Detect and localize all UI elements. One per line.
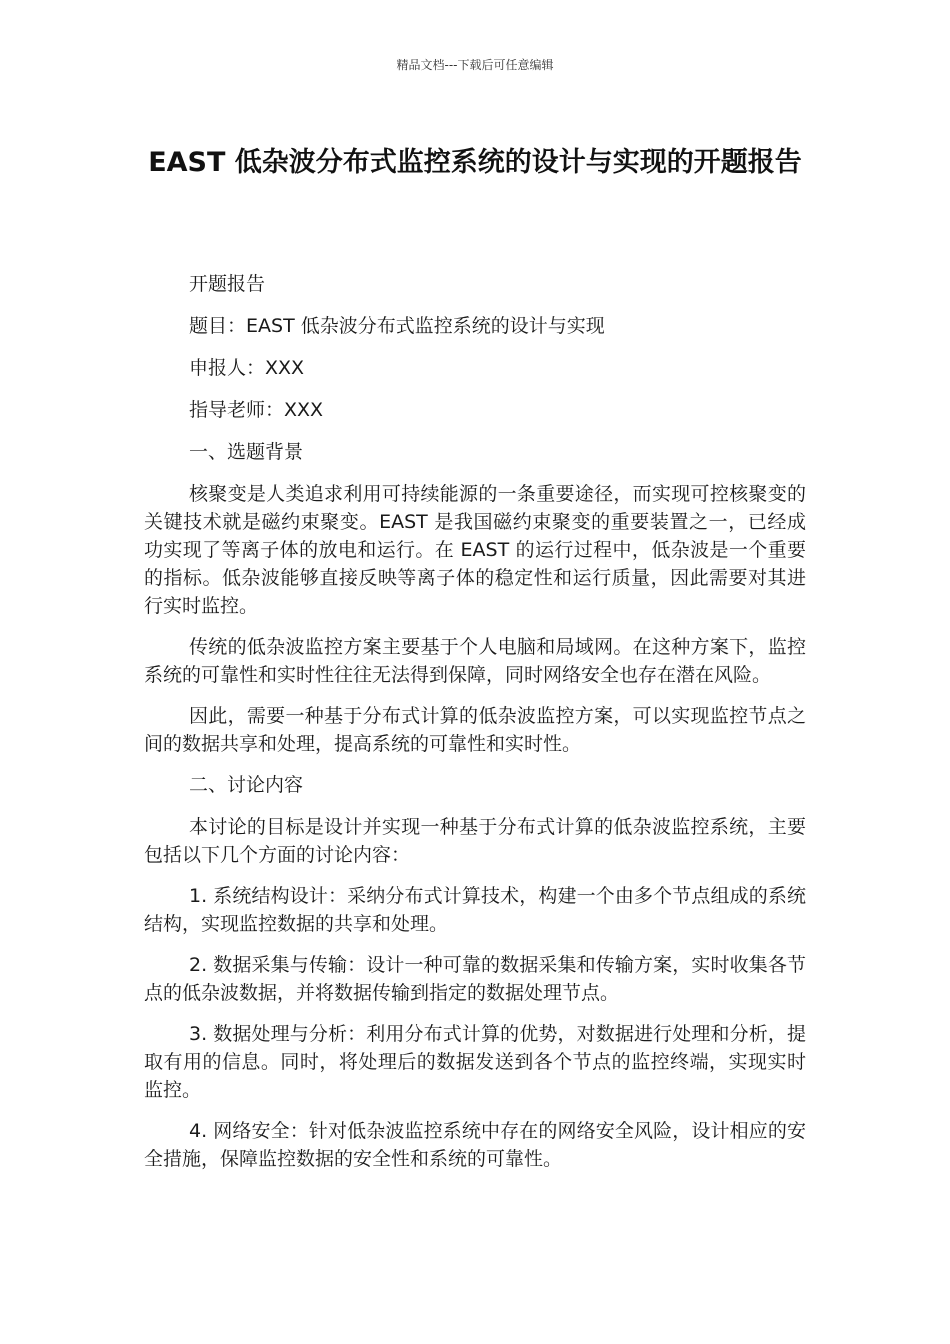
list-item-network-security: 4. 网络安全：针对低杂波监控系统中存在的网络安全风险，设计相应的安全措施，保障监控数据的安全性和系统的可靠性。 [144,1120,806,1170]
paragraph-background-3: 因此，需要一种基于分布式计算的低杂波监控方案，可以实现监控节点之间的数据共享和处理，提高系统的可靠性和实时性。 [144,705,806,755]
paragraph-report-label: 开题报告 [189,273,266,295]
list-item-data-collection: 2. 数据采集与传输：设计一种可靠的数据采集和传输方案，实时收集各节点的低杂波数据，并将数据传输到指定的数据处理节点。 [144,954,806,1004]
section-heading-content: 二、讨论内容 [189,774,304,796]
paragraph-content-intro: 本讨论的目标是设计并实现一种基于分布式计算的低杂波监控系统，主要包括以下几个方面的讨论内容： [144,816,806,866]
paragraph-applicant: 申报人：XXX [189,357,305,379]
paragraph-topic: 题目：EAST 低杂波分布式监控系统的设计与实现 [189,315,605,337]
document-title: EAST 低杂波分布式监控系统的设计与实现的开题报告 [148,147,802,178]
section-heading-background: 一、选题背景 [189,441,304,463]
header-watermark: 精品文档---下载后可任意编辑 [396,58,554,72]
document-body [144,270,806,1186]
list-item-system-structure: 1. 系统结构设计：采纳分布式计算技术，构建一个由多个节点组成的系统结构，实现监控数据的共享和处理。 [144,885,806,935]
paragraph-background-1: 核聚变是人类追求利用可持续能源的一条重要途径，而实现可控核聚变的关键技术就是磁约束聚变。EAST 是我国磁约束聚变的重要装置之一，已经成功实现了等离子体的放电和运行。在 EAST 的运行过程中，低杂波是一个重要的指标。低杂波能够直接反映等离子体的稳定性和运行质量，因此需要对其进行实时监控。 [144,483,806,617]
paragraph-advisor: 指导老师：XXX [189,399,324,421]
paragraph-background-2: 传统的低杂波监控方案主要基于个人电脑和局域网。在这种方案下，监控系统的可靠性和实时性往往无法得到保障，同时网络安全也存在潜在风险。 [144,636,806,686]
list-item-data-processing: 3. 数据处理与分析：利用分布式计算的优势，对数据进行处理和分析，提取有用的信息。同时，将处理后的数据发送到各个节点的监控终端，实现实时监控。 [144,1023,806,1101]
